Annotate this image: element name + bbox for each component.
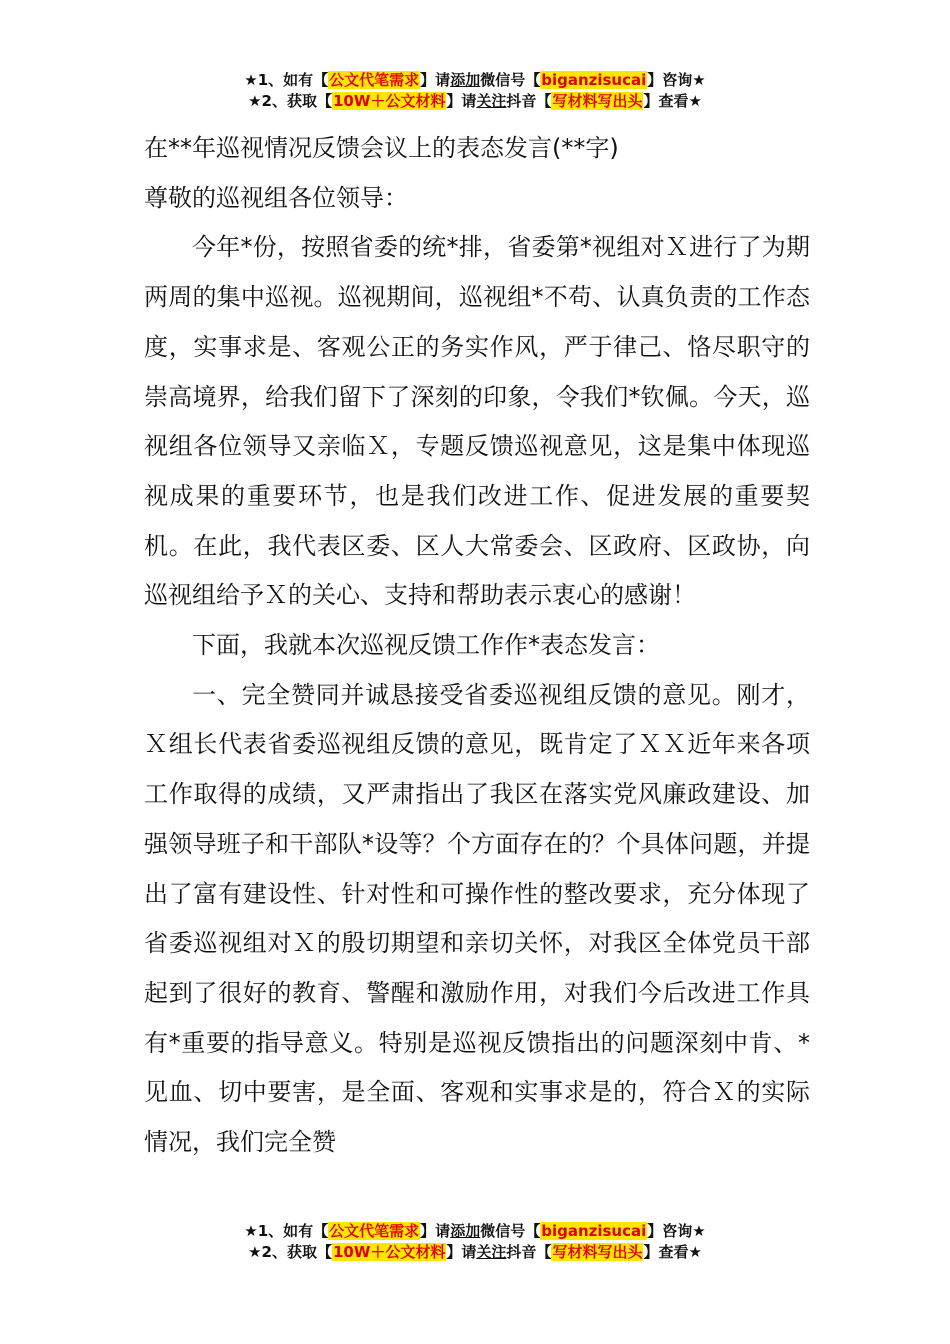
promo-header (0, 70, 950, 112)
paragraph-1: 今年*份，按照省委的统*排，省委第*视组对Ｘ进行了为期两周的集中巡视。巡视期间，巡视组*不苟、认真负责的工作态度，实事求是、客观公正的务实作风，严于律己、恪尽职守的崇高境界，给我们留下了深刻的印象，令我们*钦佩。今天，巡视组各位领导又亲临Ｘ，专题反馈巡视意见，这是集中体现巡视成果的重要环节，也是我们改进工作、促进发展的重要契机。在此，我代表区委、区人大常委会、区政府、区政协，向巡视组给予Ｘ的关心、支持和帮助表示衷心的感谢！ (144, 233, 810, 610)
promo-line-1: ★1、如有【公文代笔需求】请添加微信号【biganzisucai】咨询★ (244, 71, 706, 89)
highlight-materials: 10W＋公文材料 (332, 92, 446, 110)
promo-line-2: ★2、获取【10W＋公文材料】请关注抖音【写材料写出头】查看★ (248, 1243, 702, 1261)
promo-line-1: ★1、如有【公文代笔需求】请添加微信号【biganzisucai】咨询★ (244, 1222, 706, 1240)
highlight-service: 公文代笔需求 (329, 71, 420, 89)
highlight-wechat-id: biganzisucai (541, 71, 647, 89)
paragraph-3: 一、完全赞同并诚恳接受省委巡视组反馈的意见。刚才，Ｘ组长代表省委巡视组反馈的意见，既肯定了ＸＸ近年来各项工作取得的成绩，又严肃指出了我区在落实党风廉政建设、加强领导班子和干部队*设等？个方面存在的？个具体问题，并提出了富有建设性、针对性和可操作性的整改要求，充分体现了省委巡视组对Ｘ的殷切期望和亲切关怀，对我区全体党员干部起到了很好的教育、警醒和激励作用，对我们今后改进工作具有*重要的指导意义。特别是巡视反馈指出的问题深刻中肯、*见血、切中要害，是全面、客观和实事求是的，符合Ｘ的实际情况，我们完全赞 (144, 680, 810, 1157)
highlight-douyin: 写材料写出头 (552, 1243, 643, 1261)
promo-footer (0, 1221, 950, 1263)
highlight-service: 公文代笔需求 (329, 1222, 420, 1240)
highlight-wechat-id: biganzisucai (541, 1222, 647, 1240)
document-body (144, 124, 810, 1168)
highlight-douyin: 写材料写出头 (552, 92, 643, 110)
salutation: 尊敬的巡视组各位领导： (144, 183, 408, 212)
document-title: 在**年巡视情况反馈会议上的表态发言(**字) (144, 134, 619, 162)
highlight-materials: 10W＋公文材料 (332, 1243, 446, 1261)
paragraph-2: 下面，我就本次巡视反馈工作作*表态发言： (192, 631, 660, 660)
promo-line-2: ★2、获取【10W＋公文材料】请关注抖音【写材料写出头】查看★ (248, 92, 702, 110)
